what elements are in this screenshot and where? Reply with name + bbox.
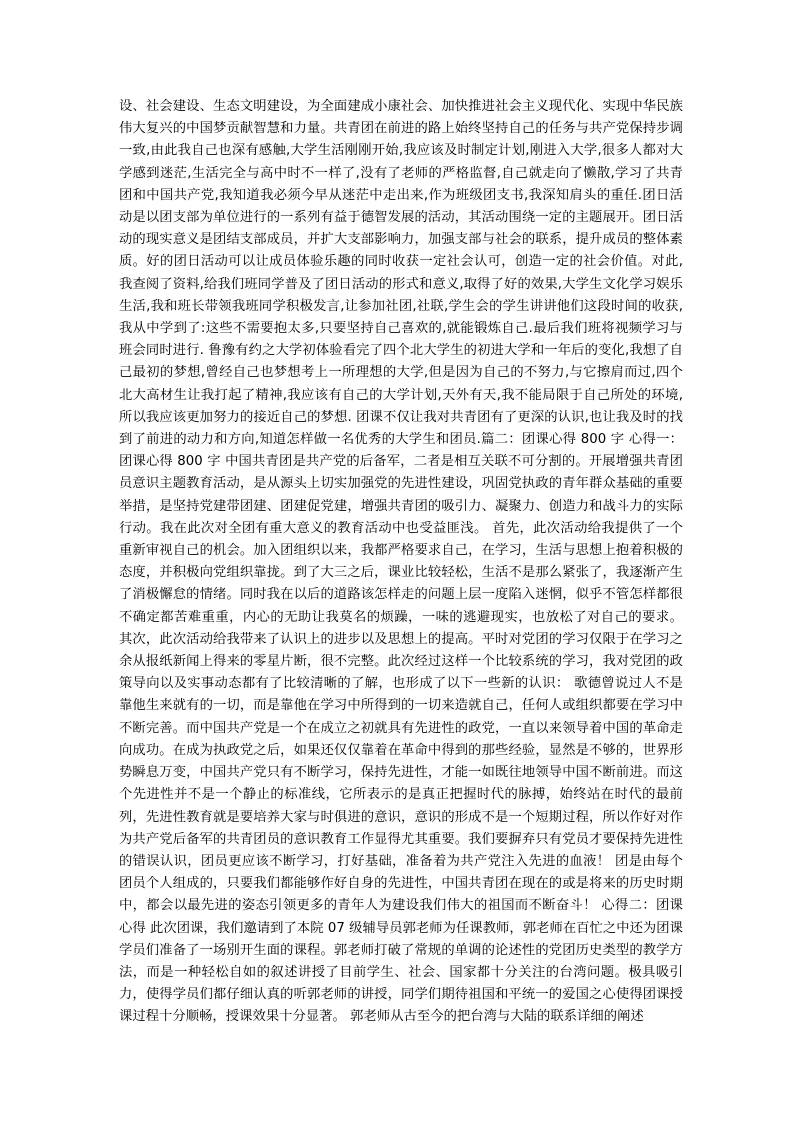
document-page — [119, 96, 683, 1029]
body-paragraph: 设、社会建设、生态文明建设，为全面建成小康社会、加快推进社会主义现代化、实现中华民族伟大复兴的中国梦贡献智慧和力量。共青团在前进的路上始终坚持自己的任务与共产党保持步调一致,由此我自己也深有感触,大学生活刚刚开始,我应该及时制定计划,刚进入大学,很多人都对大学感到迷茫,生活完全与高中时不一样了,没有了老师的严格监督,自己就走向了懒散,学习了共青团和中国共产党,我知道我必须今早从迷茫中走出来,作为班级团支书,我深知肩头的重任.团日活动是以团支部为单位进行的一系列有益于德智发展的活动，其活动围绕一定的主题展开。团日活动的现实意义是团结支部成员，并扩大支部影响力，加强支部与社会的联系，提升成员的整体素质。好的团日活动可以让成员体验乐趣的同时收获一定社会认可，创造一定的社会价值。对此,我查阅了资料,给我们班同学普及了团日活动的形式和意义,取得了好的效果,大学生文化学习娱乐生活,我和班长带领我班同学积极发言,让参加社团,社联,学生会的学生讲讲他们这段时间的收获,我从中学到了:这些不需要抱太多,只要坚持自己喜欢的,就能锻炼自己.最后我们班将视频学习与班会同时进行. 鲁豫有约之大学初体验看完了四个北大学生的初进大学和一年后的变化,我想了自己最初的梦想,曾经自己也梦想考上一所理想的大学,但是因为自己的不努力,与它擦肩而过,四个北大高材生让我打起了精神,我应该有自己的大学计划,天外有天,我不能局限于自己所处的环境,所以我应该更加努力的接近自己的梦想. 团课不仅让我对共青团有了更深的认识,也让我及时的找到了前进的动力和方向,知道怎样做一名优秀的大学生和团员.篇二：团课心得 800 字 心得一：团课心得 800 字 中国共青团是共产党的后备军，二者是相互关联不可分割的。开展增强共青团员意识主题教育活动，是从源头上切实加强党的先进性建设，巩固党执政的青年群众基础的重要举措，是坚持党建带团建、团建促党建，增强共青团的吸引力、凝聚力、创造力和战斗力的实际行动。我在此次对全团有重大意义的教育活动中也受益匪浅。 首先，此次活动给我提供了一个重新审视自己的机会。加入团组织以来，我都严格要求自己，在学习，生活与思想上抱着积极的态度，并积极向党组织靠拢。到了大三之后，课业比较轻松，生活不是那么紧张了，我逐渐产生了消极懈怠的情绪。同时我在以后的道路该怎样走的问题上层一度陷入迷惘，似乎不管怎样都很不确定都苦难重重，内心的无助让我莫名的烦躁，一味的逃避现实，也放松了对自己的要求。 其次，此次活动给我带来了认识上的进步以及思想上的提高。平时对党团的学习仅限于在学习之余从报纸新闻上得来的零星片断，很不完整。此次经过这样一个比较系统的学习，我对党团的政策导向以及实事动态都有了比较清晰的了解，也形成了以下一些新的认识： 歌德曾说过人不是靠他生来就有的一切，而是靠他在学习中所得到的一切来造就自己，任何人或组织都要在学习中不断完善。而中国共产党是一个在成立之初就具有先进性的政党，一直以来领导着中国的革命走向成功。在成为执政党之后，如果还仅仅靠着在革命中得到的那些经验，显然是不够的，世界形势瞬息万变，中国共产党只有不断学习，保持先进性，才能一如既往地领导中国不断前进。而这个先进性并不是一个静止的标准线，它所表示的是真正把握时代的脉搏，始终站在时代的最前列，先进性教育就是要培养大家与时俱进的意识，意识的形成不是一个短期过程，所以作好对作为共产党后备军的共青团员的意识教育工作显得尤其重要。我们要摒弃只有党员才要保持先进性的错误认识，团员更应该不断学习，打好基础，准备着为共产党注入先进的血液！ 团是由每个团员个人组成的，只要我们都能够作好自身的先进性，中国共青团在现在的或是将来的历史时期中，都会以最先进的姿态引领更多的青年人为建设我们伟大的祖国而不断奋斗！ 心得二：团课心得 此次团课，我们邀请到了本院 07 级辅导员郭老师为任课教师，郭老师在百忙之中还为团课学员们准备了一场别开生面的课程。郭老师打破了常规的单调的论述性的党团历史类型的教学方法，而是一种轻松自如的叙述讲授了目前学生、社会、国家都十分关注的台湾问题。极具吸引力，使得学员们都仔细认真的听郭老师的讲授，同学们期待祖国和平统一的爱国之心使得团课授课过程十分顺畅，授课效果十分显著。 郭老师从古至今的把台湾与大陆的联系详细的阐述 — [119, 99, 683, 1025]
